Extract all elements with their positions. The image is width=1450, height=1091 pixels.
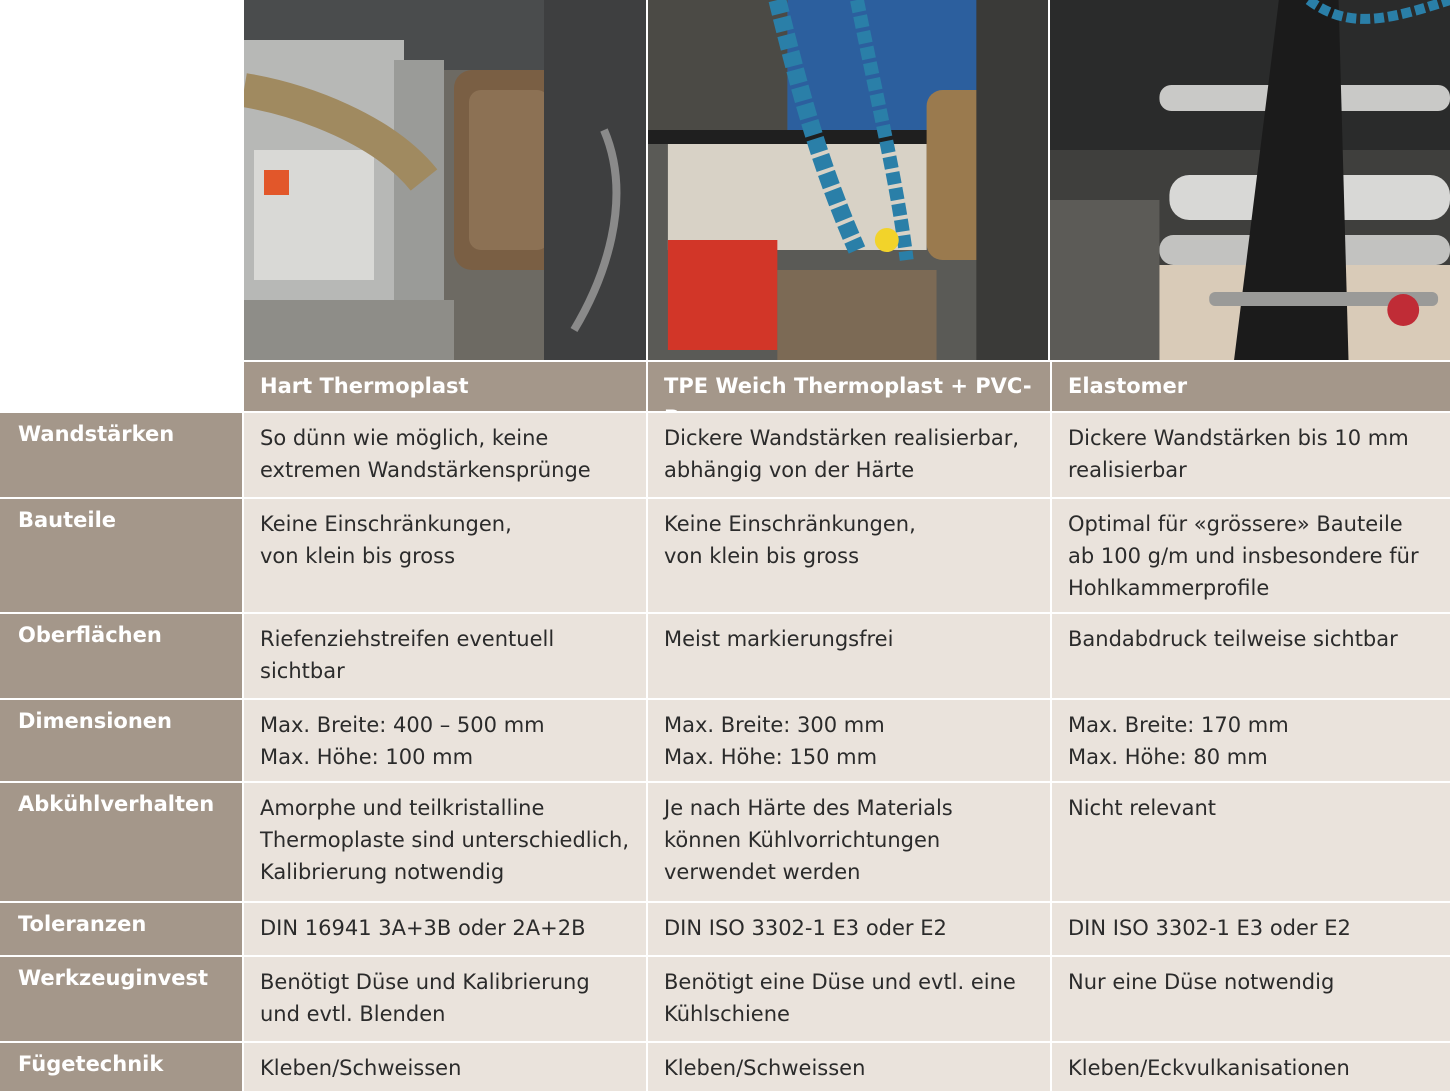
- column-header-elastomer: Elastomer: [1052, 362, 1450, 411]
- row-label-werkzeuginvest: Werkzeuginvest: [0, 957, 242, 1041]
- table-cell: Riefenziehstreifen eventuell sichtbar: [244, 614, 646, 698]
- row-label-oberflaechen: Oberflächen: [0, 614, 242, 698]
- table-cell: So dünn wie möglich, keine extremen Wandstärkensprünge: [244, 413, 646, 497]
- row-label-fuegetechnik: Fügetechnik: [0, 1043, 242, 1091]
- table-corner: [0, 362, 242, 411]
- row-label-dimensionen: Dimensionen: [0, 700, 242, 781]
- table-cell: DIN ISO 3302-1 E3 oder E2: [648, 903, 1050, 955]
- row-label-abkuehlverhalten: Abkühlverhalten: [0, 783, 242, 901]
- table-cell: Optimal für «grössere» Bauteile ab 100 g/m und insbesondere für Hohlkammerprofile: [1052, 499, 1450, 612]
- photo-strip: [244, 0, 1450, 360]
- table-cell: Je nach Härte des Materials können Kühlvorrichtungen verwendet werden: [648, 783, 1050, 901]
- table-cell: Max. Breite: 170 mm Max. Höhe: 80 mm: [1052, 700, 1450, 781]
- row-label-toleranzen: Toleranzen: [0, 903, 242, 955]
- photo-elastomer: [1048, 0, 1450, 360]
- table-cell: Nicht relevant: [1052, 783, 1450, 901]
- photo-hart-thermoplast: [244, 0, 646, 360]
- row-label-bauteile: Bauteile: [0, 499, 242, 612]
- table-cell: Nur eine Düse notwendig: [1052, 957, 1450, 1041]
- table-cell: Kleben/Eckvulkanisationen: [1052, 1043, 1450, 1091]
- table-cell: Amorphe und teilkristalline Thermoplaste sind unterschiedlich, Kalibrierung notwendig: [244, 783, 646, 901]
- comparison-table: [0, 362, 1450, 1091]
- table-cell: Keine Einschränkungen, von klein bis gross: [244, 499, 646, 612]
- table-cell: Kleben/Schweissen: [244, 1043, 646, 1091]
- table-cell: Dickere Wandstärken realisierbar, abhängig von der Härte: [648, 413, 1050, 497]
- table-cell: Bandabdruck teilweise sichtbar: [1052, 614, 1450, 698]
- column-header-tpe: TPE Weich Thermoplast + PVC-: [648, 362, 1050, 411]
- table-cell: Benötigt Düse und Kalibrierung und evtl. Blenden: [244, 957, 646, 1041]
- photo-tpe-weich-thermoplast: [646, 0, 1048, 360]
- row-label-wandstaerken: Wandstärken: [0, 413, 242, 497]
- table-cell: DIN 16941 3A+3B oder 2A+2B: [244, 903, 646, 955]
- table-cell: Benötigt eine Düse und evtl. eine Kühlschiene: [648, 957, 1050, 1041]
- table-cell: Max. Breite: 300 mm Max. Höhe: 150 mm: [648, 700, 1050, 781]
- table-cell: DIN ISO 3302-1 E3 oder E2: [1052, 903, 1450, 955]
- table-cell: Meist markierungsfrei: [648, 614, 1050, 698]
- table-cell: Kleben/Schweissen: [648, 1043, 1050, 1091]
- table-cell: Max. Breite: 400 – 500 mm Max. Höhe: 100 mm: [244, 700, 646, 781]
- table-cell: Keine Einschränkungen, von klein bis gross: [648, 499, 1050, 612]
- table-cell: Dickere Wandstärken bis 10 mm realisierbar: [1052, 413, 1450, 497]
- column-header-hart-thermoplast: Hart Thermoplast: [244, 362, 646, 411]
